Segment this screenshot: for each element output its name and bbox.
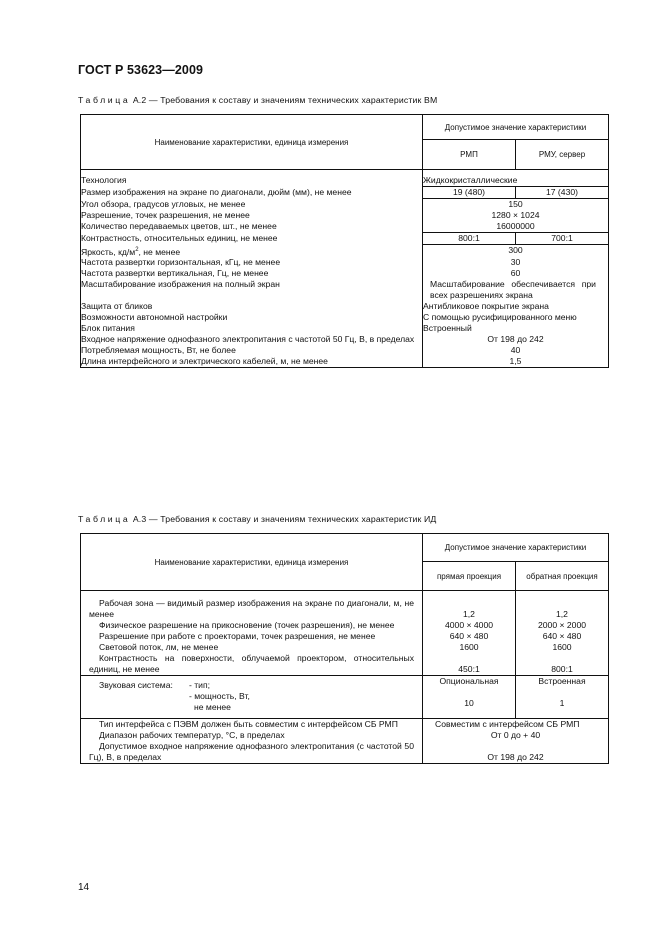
row-value: С помощью русифицированного меню xyxy=(423,312,609,323)
row-name-text: Физическое разрешение на прикосновение (точек разрешения), не менее xyxy=(99,620,395,630)
row-name-text: Допустимое входное напряжение однофазного электропитания (с частотой 50 Гц), В, в пределах xyxy=(89,741,414,762)
table-a2-subheader-rmu: РМУ, сервер xyxy=(516,140,609,170)
row-value-direct: 1600 xyxy=(423,642,516,653)
table-row xyxy=(81,591,609,621)
table-row xyxy=(81,719,609,731)
row-value-rear: 1,2 xyxy=(516,591,609,621)
row-value: 1280 × 1024 xyxy=(423,210,609,221)
sound-type-rear: Встроенная xyxy=(538,676,586,686)
table-row xyxy=(81,642,609,653)
row-name xyxy=(81,730,423,741)
row-value: Жидкокристаллические xyxy=(423,170,609,187)
row-value: Антибликовое покрытие экрана xyxy=(423,301,609,312)
table-a3-subheader-direct: прямая проекция xyxy=(423,562,516,591)
row-value: 1,5 xyxy=(423,356,609,368)
row-name xyxy=(81,245,423,258)
table-row xyxy=(81,170,609,187)
table-row xyxy=(81,199,609,211)
table-row xyxy=(81,257,609,268)
row-value-direct: 1,2 xyxy=(423,591,516,621)
table-a3-subheader-rear: обратная проекция xyxy=(516,562,609,591)
table-row xyxy=(81,730,609,741)
table-a2-col-name-header: Наименование характеристики, единица измерения xyxy=(81,115,423,170)
row-name-text: Тип интерфейса с ПЭВМ должен быть совместим с интерфейсом СБ РМП xyxy=(99,719,398,729)
row-name-text: Диапазон рабочих температур, °С, в пределах xyxy=(99,730,285,740)
sound-system-name xyxy=(81,676,423,719)
row-name: Контрастность, относительных единиц, не менее xyxy=(81,233,423,245)
sound-values-rear xyxy=(516,676,609,719)
table-row xyxy=(81,620,609,631)
brightness-superscript: 2 xyxy=(135,246,139,253)
table-a3-col-name-header: Наименование характеристики, единица измерения xyxy=(81,534,423,591)
row-name: Частота развертки горизонтальная, кГц, не менее xyxy=(81,257,423,268)
table-row xyxy=(81,356,609,368)
row-value: 150 xyxy=(423,199,609,211)
row-value-rmp: 800:1 xyxy=(423,233,516,245)
table-a3-caption xyxy=(78,514,436,524)
row-value-rear: 1600 xyxy=(516,642,609,653)
row-name-text: Световой поток, лм, не менее xyxy=(99,642,219,652)
row-name: Потребляемая мощность, Вт, не более xyxy=(81,345,423,356)
table-row xyxy=(81,334,609,345)
row-value: Масштабирование обеспечивается при всех разрешениях экрана xyxy=(423,279,609,301)
table-row xyxy=(81,631,609,642)
row-name: Масштабирование изображения на полный экран xyxy=(81,279,423,301)
row-value-rear: 800:1 xyxy=(516,653,609,676)
brightness-label-suffix: , не менее xyxy=(138,246,181,257)
table-a2-caption-prefix: Таблица xyxy=(78,95,131,105)
row-value: От 198 до 242 xyxy=(423,334,609,345)
row-value: 40 xyxy=(423,345,609,356)
sound-values-direct xyxy=(423,676,516,719)
table-row xyxy=(81,653,609,676)
sound-system-power-line: - мощность, Вт, xyxy=(189,691,250,701)
table-row xyxy=(81,233,609,245)
row-value: 16000000 xyxy=(423,221,609,233)
table-row xyxy=(81,312,609,323)
row-name xyxy=(81,653,423,676)
row-value-rmu: 700:1 xyxy=(516,233,609,245)
table-a3-caption-text: А.3 — Требования к составу и значениям технических характеристик ИД xyxy=(130,514,437,524)
table-a2-subheader-rmp: РМП xyxy=(423,140,516,170)
row-name: Блок питания xyxy=(81,323,423,334)
row-name: Возможности автономной настройки xyxy=(81,312,423,323)
table-a3 xyxy=(80,533,609,764)
table-a2-caption xyxy=(78,95,437,105)
table-a2-caption-text: А.2 — Требования к составу и значениям технических характеристик ВМ xyxy=(130,95,438,105)
row-name xyxy=(81,620,423,631)
row-name xyxy=(81,719,423,731)
table-a2 xyxy=(80,114,609,368)
brightness-label: Яркость, кд/м xyxy=(81,246,136,257)
row-name-text: Рабочая зона — видимый размер изображения на экране по диагонали, м, не менее xyxy=(89,598,414,619)
row-value-direct: 640 × 480 xyxy=(423,631,516,642)
row-value: 30 xyxy=(423,257,609,268)
row-name: Количество передаваемых цветов, шт., не менее xyxy=(81,221,423,233)
sound-system-min-line: не менее xyxy=(194,702,231,712)
row-name: Длина интерфейсного и электрического кабелей, м, не менее xyxy=(81,356,423,368)
table-a3-caption-prefix: Таблица xyxy=(78,514,131,524)
row-value-rmp: 19 (480) xyxy=(423,187,516,199)
table-a2-col-value-header: Допустимое значение характеристики xyxy=(423,115,609,140)
table-row xyxy=(81,210,609,221)
sound-power-direct: 10 xyxy=(464,698,474,708)
table-row xyxy=(81,345,609,356)
table-row xyxy=(81,301,609,312)
row-value: 300 xyxy=(423,245,609,258)
row-name xyxy=(81,591,423,621)
table-row xyxy=(81,245,609,258)
table-row xyxy=(81,323,609,334)
row-value-rear: 2000 × 2000 xyxy=(516,620,609,631)
row-name-text: Контрастность на поверхности, облучаемой проектором, относительных единиц, не менее xyxy=(89,653,414,674)
row-name xyxy=(81,741,423,764)
row-name: Угол обзора, градусов угловых, не менее xyxy=(81,199,423,211)
table-row xyxy=(81,279,609,301)
table-row-sound-system xyxy=(81,676,609,719)
row-value: От 198 до 242 xyxy=(423,741,609,764)
sound-power-rear: 1 xyxy=(559,698,565,708)
sound-system-type-line: - тип; xyxy=(189,680,211,690)
row-value-direct: 4000 × 4000 xyxy=(423,620,516,631)
row-value: Совместим с интерфейсом СБ РМП xyxy=(423,719,609,731)
row-value-direct: 450:1 xyxy=(423,653,516,676)
row-name xyxy=(81,631,423,642)
page-number: 14 xyxy=(78,882,90,893)
table-row xyxy=(81,741,609,764)
row-name xyxy=(81,642,423,653)
sound-type-direct: Опциональная xyxy=(439,676,499,686)
sound-system-label: Звуковая система: xyxy=(99,680,173,690)
row-value: От 0 до + 40 xyxy=(423,730,609,741)
row-value-rear: 640 × 480 xyxy=(516,631,609,642)
table-row xyxy=(81,268,609,279)
row-name: Защита от бликов xyxy=(81,301,423,312)
row-name: Размер изображения на экране по диагонали, дюйм (мм), не менее xyxy=(81,187,423,199)
row-name-text: Разрешение при работе с проекторами, точек разрешения, не менее xyxy=(99,631,376,641)
table-row xyxy=(81,187,609,199)
row-value: 60 xyxy=(423,268,609,279)
document-header-standard: ГОСТ Р 53623—2009 xyxy=(78,63,204,77)
row-name: Частота развертки вертикальная, Гц, не менее xyxy=(81,268,423,279)
row-name: Входное напряжение однофазного электропитания с частотой 50 Гц, В, в пределах xyxy=(81,334,423,345)
table-a3-col-value-header: Допустимое значение характеристики xyxy=(423,534,609,562)
row-name: Разрешение, точек разрешения, не менее xyxy=(81,210,423,221)
table-row xyxy=(81,221,609,233)
row-name: Технология xyxy=(81,170,423,187)
row-value-rmu: 17 (430) xyxy=(516,187,609,199)
row-value: Встроенный xyxy=(423,323,609,334)
